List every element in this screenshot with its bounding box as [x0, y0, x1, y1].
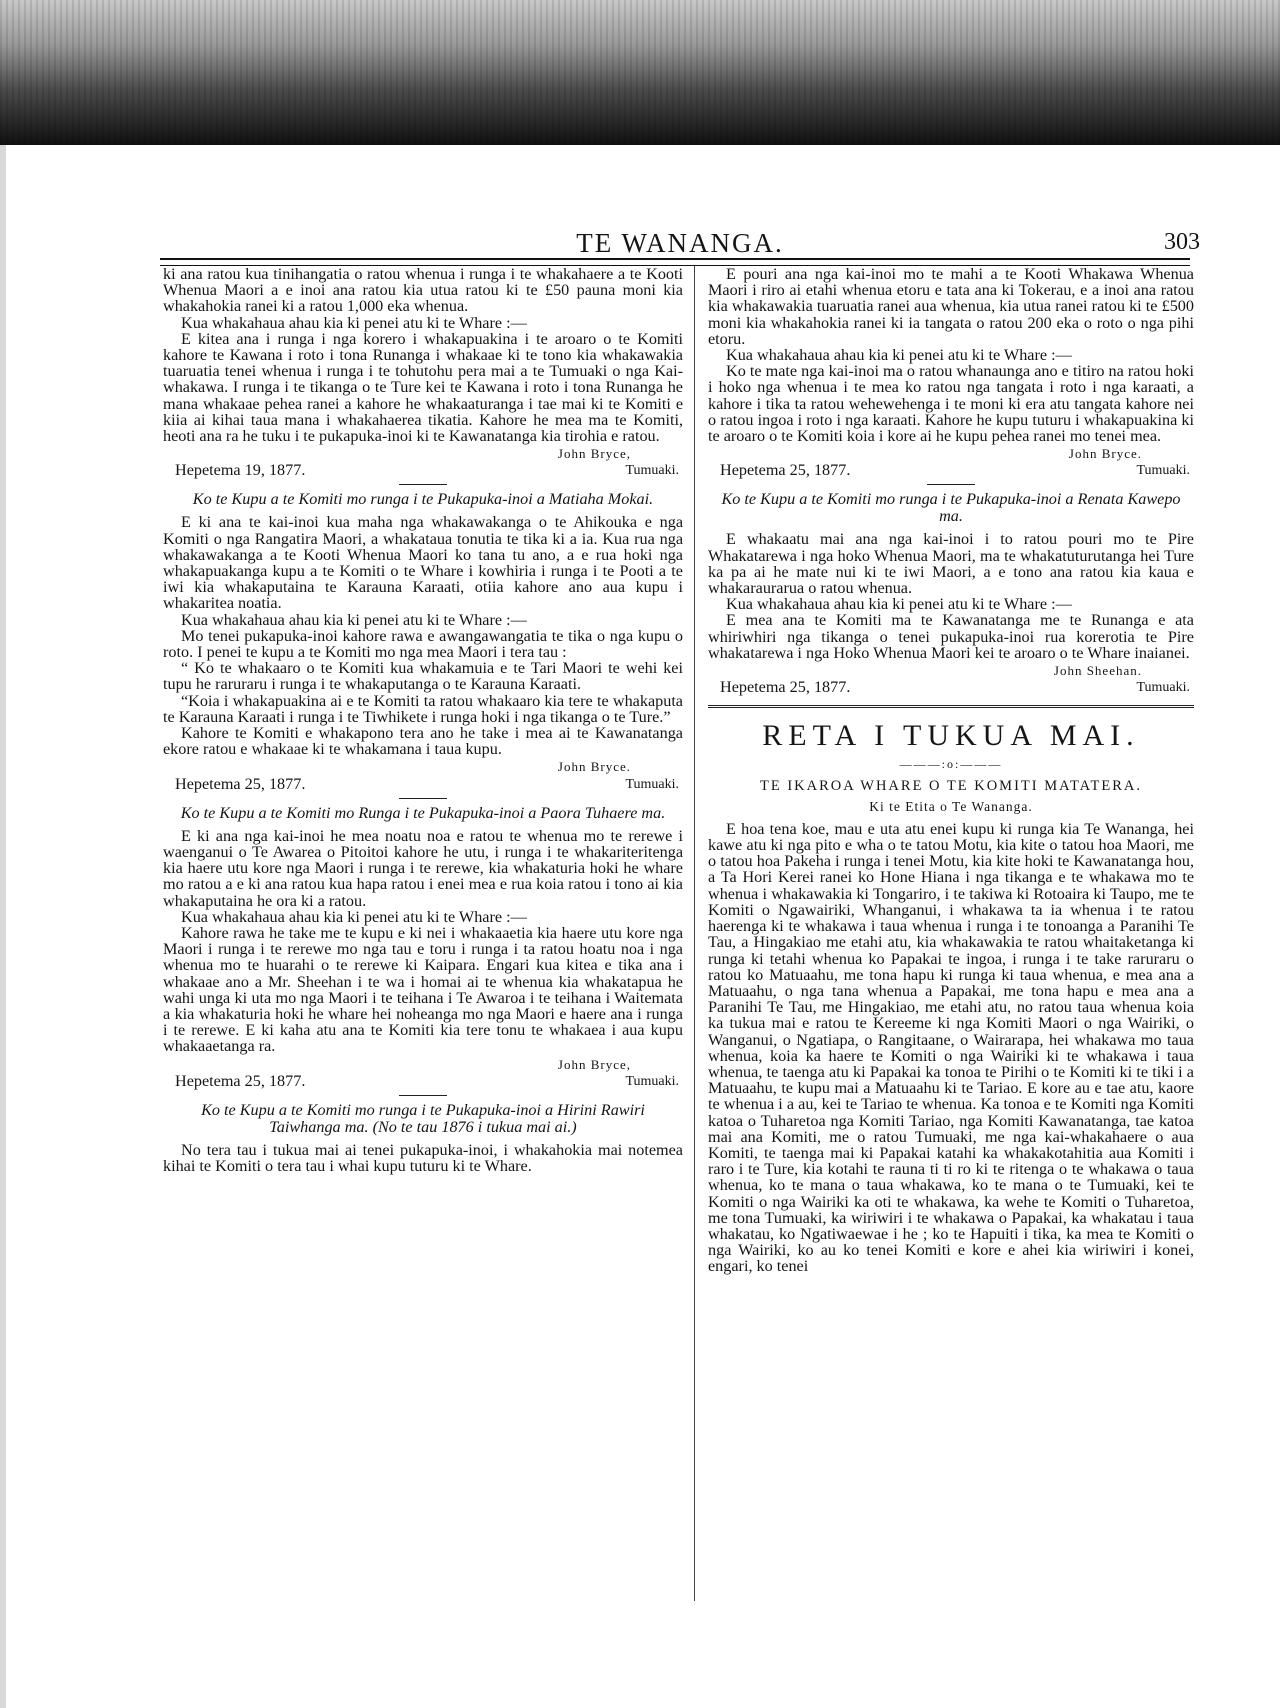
- letter-subtitle: TE IKAROA WHARE O TE KOMITI MATATERA.: [759, 778, 1143, 795]
- signature: John Bryce.: [557, 759, 631, 775]
- paragraph: E mea ana te Komiti ma te Kawanatanga me te Runanga e ata whiriwhiri nga tikanga o tenei pukapuka-inoi rua korerotia te Pire whakatarewa i nga Hoko Whenua Maori kei te aroaro o te Whare inaianei.: [708, 611, 1194, 662]
- section-rule: [708, 705, 1194, 708]
- paragraph: E ki ana nga kai-inoi he mea noatu noa e ratou te whenua mo te rerewe i waenganui o Te Awarea o Pitoitoi kahore he utu, i runga i te whakariteritenga kia haere utu kore nga Maori i runga i te rerewe, kia whakaturia hoki he whare mo ratou a e ki ana ratou kua hapa ratou i enei mea e rua koia ratou i tono ai kia whakaputaina he ora ki a ratou.: [163, 826, 683, 910]
- page-number: 303: [1164, 229, 1200, 255]
- signature: John Bryce,: [557, 1056, 631, 1072]
- section-heading: Ko te Kupu a te Komiti mo runga i te Pukapuka-inoi a Matiaha Mokai.: [192, 490, 654, 509]
- section-rule: [399, 1095, 447, 1096]
- paragraph: ki ana ratou kua tinihangatia o ratou whenua i runga i te whakahaere a te Kooti Whenua Maori a e inoi ana ratou kia utua ratou ki te £50 pauna moni kia whakahokia ranei ki a ratou 1,000 eka whenua.: [163, 265, 683, 316]
- signature: John Bryce,: [557, 446, 631, 462]
- paragraph: E whakaatu mai ana nga kai-inoi i to ratou pouri mo te Pire Whakatarewa i nga hoko Whenua Maori, ma te whakatuturutanga hei Ture ka pa ai he mate nui ki te iwi Maori, a e tono ana ratou kia kaua e whakaraurarua o ratou whenua.: [708, 530, 1194, 598]
- section-heading: Ko te Kupu a te Komiti mo runga i te Pukapuka-inoi a Hirini Rawiri Taiwhanga ma. (No te tau 1876 i tukua mai ai.): [201, 1100, 645, 1136]
- column-divider: [694, 266, 695, 1601]
- role: Tumuaki.: [1136, 463, 1190, 479]
- dateline: [163, 776, 683, 794]
- section-rule: [399, 484, 447, 485]
- right-column: [708, 266, 1194, 1275]
- signature: John Sheehan.: [1053, 663, 1142, 679]
- paragraph: Kua whakahaua ahau kia ki penei atu ki te Whare :—: [181, 610, 527, 629]
- date: Hepetema 19, 1877.: [175, 461, 306, 480]
- section-rule: [399, 798, 447, 799]
- paragraph: Ko te mate nga kai-inoi ma o ratou whanaunga ano e titiro na ratou hoki i hoko nga whenua i te mea ko ratou nga tangata i roto i nga karaati, a kahore i tika ta ratou wehewehenga i te moni ki era atu tangata kahore nei o ratou ingoa i roto i nga karaati. Kahore he kupu tuturu i whakapuakina ki te aroaro o te Komiti koia i kore ai he kupu pehea ranei mo tenei mea.: [708, 362, 1194, 446]
- page-header: [160, 228, 1200, 262]
- date: Hepetema 25, 1877.: [175, 774, 306, 793]
- paragraph: E ki ana te kai-inoi kua maha nga whakawakanga o te Ahikouka e nga Komiti o nga Rangatira Maori, a whakataua tonutia te tika ki a ia. Kua rua nga whakawakanga a te Kooti Whenua Maori ko tana tu ano, a e rua hoki nga whakapuakanga kupu a te Komiti o te Whare i kowhiria i runga i te Pooti a te iwi kia whakaputaina te Karauna Karaati, otiia kahore ano aua kupu i whakaritea noatia.: [163, 513, 683, 613]
- date: Hepetema 25, 1877.: [175, 1071, 306, 1090]
- dateline: [163, 1073, 683, 1091]
- section-heading: Ko te Kupu a te Komiti mo Runga i te Pukapuka-inoi a Paora Tuhaere ma.: [180, 803, 666, 822]
- dateline: [163, 462, 683, 480]
- role: Tumuaki.: [625, 463, 679, 479]
- role: Tumuaki.: [1136, 680, 1190, 696]
- signature: John Bryce.: [1068, 446, 1142, 462]
- paragraph: No tera tau i tukua mai ai tenei pukapuka-inoi, i whakahokia mai notemea kihai te Komiti o tera tau i whai kupu tuturu ki te Whare.: [163, 1140, 683, 1175]
- date: Hepetema 25, 1877.: [720, 461, 851, 480]
- letter-address: Ki te Etita o Te Wananga.: [869, 798, 1033, 814]
- role: Tumuaki.: [625, 776, 679, 792]
- date: Hepetema 25, 1877.: [720, 678, 851, 697]
- section-heading: Ko te Kupu a te Komiti mo runga i te Pukapuka-inoi a Renata Kawepo ma.: [721, 490, 1181, 526]
- paragraph: E kitea ana i runga i nga korero i whakapuakina i te aroaro o te Komiti kahore te Kawana i roto i tona Runanga i whakaae ki te tono kia whakawakia tuaruatia tenei whenua i runga i te tohutohu pera mai a te Tumuaki o nga Kai-whakawa. I runga i te tikanga o te Ture kei te Kawana i roto i tona Runanga he mana whakaae pehea ranei a kahore he whakaaturanga i tae mai ki te Komiti e kiia ai kihai taua mana i whakahaerea tikatia. Kahore he mea ma te Komiti, heoti ana ra he tuku i te pukapuka-inoi ki te Kawanatanga kia tirohia e ratou.: [163, 329, 683, 446]
- paragraph: Kahore rawa he take me te kupu e ki nei i whakaaetia kia haere utu kore nga Maori i runga i te rerewe mo nga tau e toru i runga i ta ratou hoatu noa i nga whenua mo te huarahi o te rerewe ki Kaipara. Engari kua kitea e tika ana i whakaae ano a Mr. Sheehan i te wa i homai ai te whenua kia whakatapua he wahi unga ki uta mo nga Maori i te teihana i Te Awaroa i te teihana i Waitemata a kia whakaturia hoki he whare hei noheanga mo nga Maori e haere ana i runga i te rerewe. E ki kaha atu ana te Komiti kia tere tonu te whakaea i aua kupu whakaaetanga ra.: [163, 923, 683, 1056]
- ornament: ———:o:———: [899, 757, 1003, 772]
- page-title: TE WANANGA.: [576, 228, 784, 258]
- paragraph: Kahore te Komiti e whakapono tera ano he take i mea ai te Kawanatanga ekore ratou e whakaae ki te whakamana i taua kupu.: [163, 724, 683, 759]
- paragraph: Kua whakahaua ahau kia ki penei atu ki te Whare :—: [181, 313, 527, 332]
- paragraph: E hoa tena koe, mau e uta atu enei kupu ki runga kia Te Wananga, hei kawe atu ki nga pito e wha o te tatou Motu, kia kite o tatou hoa Maori, me o tatou hoa Pakeha i runga i tenei Motu, kia kite hoki te Kawanatanga hou, a Ta Hori Kerei ranei ko Hone Hiana i nga tikanga e te whakawa mo te whenua i whakawakia ki Tongariro, i te takiwa ki Rotoaira ki Taupo, me te Komiti o Ngawairiki, Whanganui, i whakawa ta ia whenua i te ratou haerenga ki te whakawa i taua whenua i runga i te tonoanga a Paranihi Te Tau, a Hingakiao me etahi atu, kia whakawakia te ratou whaitaketanga ki runga ki tetahi whenua ko Papakai te ingoa, i runga i te take raruraru o ratou ko Matuaahu, me tona hapu ki runga ki taua whenua, e mea ana a Matuaahu, o nga tana whenua a Papakai, me tona hapu e mea ana a Paranihi Te Tau, me Hingakiao, me etahi atu, no ratou taua whenua koia ka tukua mai e ratou te Kereeme ki nga Komiti Maori o nga Wairiki, o Wanganui, o Ngatiapa, o Rangitaane, o Wairarapa, hei whakawa mo taua whenua, koia ka haere te Komiti o nga Wairiki ki te whakawa i taua whenua, te taenga atu ki Papakai ka tonoa te Pirihi o te Komiti ki te tiki i a Matuaahu, te kupu mai a Matuaahu ki te Tariao. E kore au e tae atu, kaore te whenua i a au, kei te Tariao te whenua. Ka tonoa e te Komiti nga Komiti katoa o Tuharetoa nga Komiti Tariao, nga Komiti Kawanatanga, tae katoa mai ana Komiti, me o ratou Tumuaki, me nga kai-whakahaere o aua Komiti, te taenga mai ki Papakai katahi ka whakakotahitia aua Komiti i raro i te Ture, kia kotahi te rauna ti ti ro ki te ritenga o te whakawa o taua whenua, ko te mana o taua whakawa, ko te mana o te Tumuaki, kei te Komiti o nga Wairiki ka oti te whakawa, ka wehe te Komiti o Tuharetoa, me tona Tumuaki, ka wiriwiri i te whakawa o Papakai, ka whakatau i taua whakatau, ko Ngatiwaewae i he ; ko te Hapuiti i tika, ka mea te Komiti o nga Wairiki, ko au ko tenei Komiti e kore e ahei kia wiriwiri i konei, engari, ko tenei: [708, 819, 1194, 1276]
- role: Tumuaki.: [625, 1073, 679, 1089]
- letters-title: RETA I TUKUA MAI.: [762, 719, 1140, 753]
- scan-top-band: [0, 0, 1280, 145]
- scan-left-edge: [0, 145, 6, 1708]
- left-column: [163, 266, 683, 1174]
- paragraph: Kua whakahaua ahau kia ki penei atu ki te Whare :—: [726, 346, 1072, 365]
- paragraph: “ Ko te whakaaro o te Komiti kua whakamuia e te Tari Maori te wehi kei tupu he raruraru i runga i te whakaputanga o te Karauna Karaati.: [163, 659, 683, 694]
- paragraph: “Koia i whakapuakina ai e te Komiti ta ratou whakaaro kia tere te whakaputa te Karauna Karaati i runga i te Tiwhikete i runga hoki i nga tikanga o te Ture.”: [163, 691, 683, 726]
- paragraph: Kua whakahaua ahau kia ki penei atu ki te Whare :—: [726, 595, 1072, 614]
- dateline: [708, 462, 1194, 480]
- paragraph: Mo tenei pukapuka-inoi kahore rawa e awangawangatia te tika o nga kupu o roto. I penei te kupu a te Komiti mo nga mea Maori i tera tau :: [163, 626, 683, 662]
- paragraph: Kua whakahaua ahau kia ki penei atu ki te Whare :—: [181, 907, 527, 926]
- dateline: [708, 679, 1194, 697]
- paragraph: E pouri ana nga kai-inoi mo te mahi a te Kooti Whakawa Whenua Maori i riro ai etahi whenua etoru e tata ana ki Tokerau, e a inoi ana ratou kia whakawakia tuaruatia ranei aua whenua, kia utua ranei ratou ki te £500 moni kia whakahokia ranei ki ia tangata o ratou 200 eka o roto o nga pihi etoru.: [708, 265, 1194, 348]
- section-rule: [927, 484, 975, 485]
